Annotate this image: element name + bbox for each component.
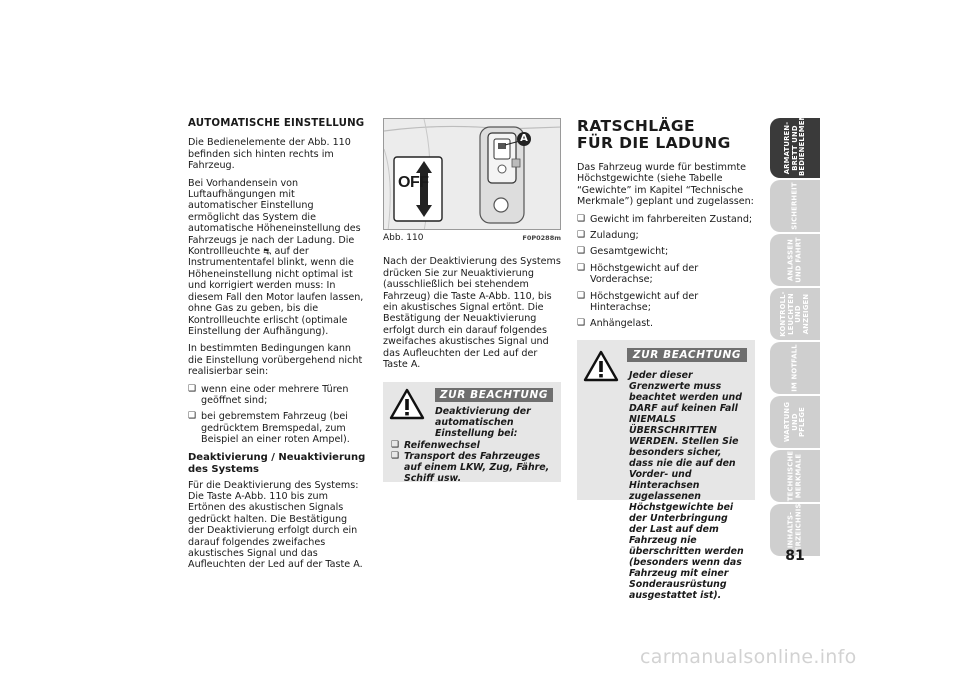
middle-column bbox=[383, 118, 561, 376]
list-item: ❑ Gesamtgewicht; bbox=[577, 246, 755, 257]
tab-wartung[interactable]: WARTUNG UND PFLEGE bbox=[770, 396, 820, 448]
callout-label-a: A bbox=[520, 133, 528, 144]
chapter-tabs bbox=[770, 104, 820, 558]
list-item: ❑ Höchstgewicht auf der Hinterachse; bbox=[577, 291, 755, 314]
warning-triangle-icon bbox=[583, 350, 619, 382]
warning-box-deactivation bbox=[383, 382, 561, 482]
paragraph: Für die Deaktivierung des Systems: Die Taste A-Abb. 110 bis zum Ertönen des akustischen Signals gedrückt halten. Die Bestätigung der Deaktivierung erfolgt durch ein darauf folgendes zweifaches akustisches Signal und das Aufleuchten der Led auf der Taste A. bbox=[188, 479, 363, 571]
page-number: 81 bbox=[785, 548, 805, 564]
tab-im-notfall[interactable]: IM NOTFALL bbox=[770, 342, 820, 394]
off-label: OFF bbox=[398, 174, 429, 191]
list-item: ❑ bei gebremstem Fahrzeug (bei gedrücktem Bremspedal, zum Beispiel an einer roten Ampel). bbox=[188, 411, 366, 445]
warning-list-item: ❑ Reifenwechsel bbox=[391, 440, 553, 451]
tab-kontrollleuchten[interactable]: KONTROLL- LEUCHTEN UND ANZEIGEN bbox=[770, 288, 820, 340]
warning-box-load-limits bbox=[577, 340, 755, 601]
tab-sicherheit[interactable]: SICHERHEIT bbox=[770, 180, 820, 232]
list-item: ❑ Höchstgewicht auf der Vorderachse; bbox=[577, 263, 755, 286]
figure-abb-110 bbox=[383, 118, 561, 230]
warning-list bbox=[391, 440, 553, 484]
warning-title: ZUR BEACHTUNG bbox=[435, 388, 553, 402]
tab-technische-merkmale[interactable]: TECHNISCHE MERKMALE bbox=[770, 450, 820, 502]
paragraph: Nach der Deaktivierung des Systems drücken Sie zur Neuaktivierung (ausschließlich bei stehendem Fahrzeug) die Taste A-Abb. 110, bis ein akustisches Signal ertönt. Die Bestätigung der Neuaktivierung erfolgt durch ein darauf folgendes zweifaches akustisches Signal und das Aufleuchten der Led auf der Taste A. bbox=[383, 256, 561, 371]
list-item: ❑ Anhängelast. bbox=[577, 318, 755, 329]
figure-caption-row bbox=[383, 233, 561, 244]
figure-code: F0P0288m bbox=[522, 234, 561, 242]
condition-list bbox=[188, 384, 366, 446]
paragraph: Das Fahrzeug wurde für bestimmte Höchstgewichte (siehe Tabelle “Gewichte” im Kapitel “Technische Merkmale”) geplant und zugelassen: bbox=[577, 162, 754, 208]
figure-caption: Abb. 110 bbox=[383, 233, 424, 243]
title-line: RATSCHLÄGE bbox=[577, 117, 695, 135]
paragraph: Die Bedienelemente der Abb. 110 befinden sich hinten rechts im Fahrzeug. bbox=[188, 137, 351, 172]
right-column bbox=[577, 118, 755, 336]
tab-anlassen[interactable]: ANLASSEN UND FAHRT bbox=[770, 234, 820, 286]
title-line: FÜR DIE LADUNG bbox=[577, 134, 731, 152]
list-item: ❑ Gewicht im fahrbereiten Zustand; bbox=[577, 214, 755, 225]
paragraph: In bestimmten Bedingungen kann die Einstellung vorübergehend nicht realisierbar sein: bbox=[188, 343, 363, 378]
tab-inhaltsverzeichnis[interactable]: INHALTS- VERZEICHNIS bbox=[770, 504, 820, 556]
subheading-deactivation: Deaktivierung / Neuaktivierung des Systems bbox=[188, 451, 366, 475]
weights-list bbox=[577, 214, 755, 330]
list-item: ❑ Zuladung; bbox=[577, 230, 755, 241]
paragraph: Bei Vorhandensein von Luftaufhängungen mit automatischer Einstellung ermöglicht das System die automatische Höheneinstellung des Fahrzeugs je nach der Ladung. Die Kontrollleuchte ⛐ auf der Instrumententafel blinkt, wenn die Höheneinstellung nicht optimal ist und korrigiert werden muss: In diesem Fall den Motor laufen lassen, ohne Gas zu geben, bis die Kontrollleuchte erlischt (optimale Einstellung der Aufhängung). bbox=[188, 177, 364, 337]
tab-armaturenbrett[interactable]: ARMATUREN- BRETT UND BEDIENELEMENTE bbox=[770, 118, 820, 178]
warning-head: Deaktivierung der automatischen Einstellung bei: bbox=[435, 406, 531, 439]
watermark: carmanualsonline.info bbox=[640, 646, 857, 668]
warning-list-item: ❑ Transport des Fahrzeuges auf einem LKW, Zug, Fähre, Schiff usw. bbox=[391, 451, 553, 484]
list-item: ❑ wenn eine oder mehrere Türen geöffnet sind; bbox=[188, 384, 366, 407]
left-column bbox=[188, 118, 366, 577]
section-heading-automatic: AUTOMATISCHE EINSTELLUNG bbox=[188, 118, 365, 129]
warning-title: ZUR BEACHTUNG bbox=[627, 348, 747, 362]
warning-text: Jeder dieser Grenzwerte muss beachtet werden und DARF auf keinen Fall NIEMALS ÜBERSCHRITTEN WERDEN. Stellen Sie besonders sicher, dass nie die auf den Vorder- und Hinterachsen zugelassenen Höchstgewichte bei der Unterbringung der Last auf dem Fahrzeug nie überschritten werden (besonders wenn das Fahrzeug mit einer Sonderausrüstung ausgestattet ist). bbox=[629, 370, 744, 601]
page-title bbox=[577, 118, 755, 152]
warning-triangle-icon bbox=[389, 388, 425, 420]
